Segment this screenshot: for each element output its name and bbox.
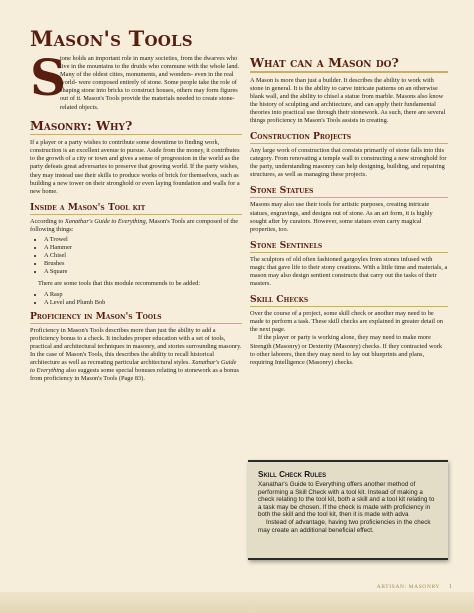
heading-divider xyxy=(250,306,448,307)
left-column xyxy=(30,48,242,383)
proficiency-text: Proficiency in Mason's Tools describes more than just the ability to add a proficiency bonus to a check. It includes proper education with a set of tools, practical and architectural techniques in masonry, and stories surrounding masonry. In the case of Mason's Tools, this describes the ability to recall historical architecture as well as recreating particular architectural styles. Xanathar's Guide to Everything also suggests some special bonuses relating to stonework as a bonus from proficiency in Mason's Tools (Page 83). xyxy=(30,326,242,383)
masonry-why-heading: Masonry: Why? xyxy=(30,117,133,133)
list-item: • A Trowel xyxy=(44,236,242,244)
what-can-heading: What can a Mason do? xyxy=(250,55,399,70)
construction-section xyxy=(250,131,448,179)
list-item: • Brushes xyxy=(44,260,242,268)
skill-checks-heading: Skill Checks xyxy=(250,294,309,306)
masonry-why-section xyxy=(30,118,242,196)
list-item: • A Rasp xyxy=(44,291,242,299)
skill-checks-text-2: If the player or party is working alone, they may need to make more Strength (Masonry) or Dexterity (Masonry) checks. If they contracted work to other laborers, then they may need to lay out blueprints and plans, requiring Intelligence (Masonry) checks. xyxy=(250,334,443,366)
sentinels-section xyxy=(250,240,448,288)
right-column xyxy=(250,55,448,367)
intro-text: tone holds an important role in many societies, from the dwarves who live in the mountains to the druids who commune with the whole land. Many of the oldest cities, monuments, and wonders- even in the real world- were composed entirely of stone. Some people take the role of shaping stone into bricks to construct houses, others may form figures out of it. Mason's Tools provide the materials needed to create stone-related objects. xyxy=(60,55,240,111)
statues-heading: Stone Statues xyxy=(250,185,314,197)
extra-tools-list xyxy=(30,291,242,307)
footer-label: ARTISAN: MASONRY xyxy=(376,584,440,590)
statues-text: Masons may also use their tools for artistic purposes, creating intricate statues, engravings, and designs out of stone. As an art form, it is highly sought after by curators. However, some statues even carry magical properties, too. xyxy=(250,201,433,233)
heading-divider xyxy=(250,252,448,253)
heading-divider xyxy=(250,197,448,198)
heading-divider xyxy=(250,71,448,73)
drop-cap: S xyxy=(30,48,67,107)
heading-divider xyxy=(30,323,242,324)
sentinels-text: The sculptors of old often fashioned gargoyles from stones infused with magic that gave life to their stony creations. With a little time and materials, a mason may also design sentient constructs that carry out the tasks of their masters. xyxy=(250,255,448,288)
construction-text: Any large work of construction that consists primarily of stone falls into this category. From renovating a temple wall to constructing a new stronghold for the party, understanding masonry can help designing, building, and repairing structures, as well as managing these projects. xyxy=(250,147,447,179)
construction-heading: Construction Projects xyxy=(250,131,352,143)
skill-checks-section xyxy=(250,294,448,367)
list-item: • A Chisel xyxy=(44,252,242,260)
extra-tools-intro: There are some tools that this module recommends to be added: xyxy=(38,280,201,288)
heading-divider xyxy=(250,143,448,144)
statues-section xyxy=(250,185,448,233)
note-heading: Skill Check Rules xyxy=(258,470,327,479)
what-can-section xyxy=(250,55,448,125)
skill-check-rules-note xyxy=(248,460,448,560)
page-title: Mason's Tools xyxy=(30,26,193,51)
tool-kit-section xyxy=(30,202,242,307)
list-item: • A Level and Plumb Bob xyxy=(44,299,242,307)
note-text-2: Instead of advantage, having two proficiencies in the check may create an additional beneficial effect. xyxy=(258,518,431,534)
what-can-text: A Mason is more than just a builder. It describes the ability to work with stone in general. It is the ability to carve intricate patterns on an otherwise blank wall, and the ability to chisel a statue from marble. Masons also know the history of sculpting and architecture, and can apply their fundamental theories into practical use through their stonework. As such, there are several things proficiency in Mason's Tools assists in creating. xyxy=(250,76,446,124)
footer-bar xyxy=(0,592,474,613)
sentinels-heading: Stone Sentinels xyxy=(250,239,323,251)
tool-kit-heading: Inside a Mason's Tool kit xyxy=(30,201,146,213)
page-number: 1 xyxy=(448,583,452,590)
heading-divider xyxy=(30,134,242,136)
masonry-why-text: If a player or a party wishes to contribute some downtime to finding work, construction is an excellent avenue to pursue. Aside from the money, it contributes to the growth of a city or town and gives a sense of progression in the world as the party defeats great adversaries to preserve that growing world. If the party wishes, they may instead use their skills to produce works of brick for themselves, such as building a new tower on their stronghold or even laying foundation and walls for a new home. xyxy=(30,139,240,195)
note-text-1: Xanathar's Guide to Everything offers another method of performing a Skill Check with a tool kit. Instead of making a check relating to the tool kit, both a skill and a tool kit relating to a task may be chosen. If the check is made with proficiency in both the skill and the tool kit, then it is made with adva xyxy=(258,481,435,519)
skill-checks-text-1: Over the course of a project, some skill check or another may need to be made to perform a task. These skill checks are explained in greater detail on the next page. xyxy=(250,310,443,334)
tool-kit-intro: According to Xanathar's Guide to Everything, Mason's Tools are composed of the following things: xyxy=(30,217,239,233)
list-item: • A Hammer xyxy=(44,244,242,252)
tool-kit-list xyxy=(30,236,242,276)
intro-section xyxy=(30,48,242,112)
list-item: • A Square xyxy=(44,268,242,276)
proficiency-heading: Proficiency in Mason's Tools xyxy=(30,310,162,322)
heading-divider xyxy=(30,214,242,215)
proficiency-section xyxy=(30,311,242,384)
